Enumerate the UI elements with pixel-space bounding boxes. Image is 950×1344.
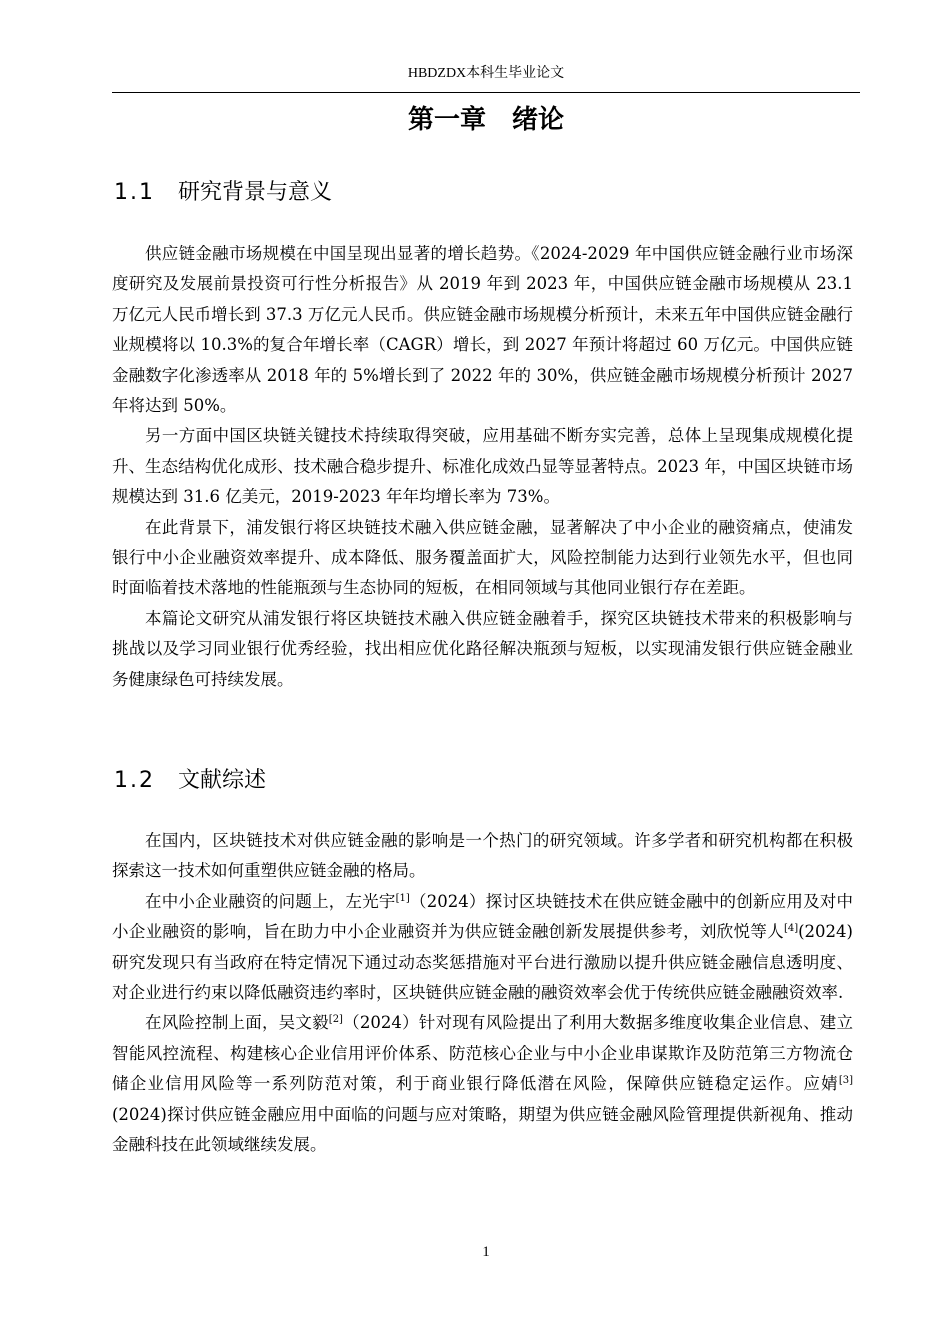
section-1-2-body <box>112 826 853 1160</box>
section-heading-1-2 <box>114 766 266 796</box>
section-1-1-body <box>112 239 853 695</box>
header-rule <box>112 92 860 93</box>
section-heading-1-1 <box>114 178 332 208</box>
chapter-title: 第一章 绪论 <box>407 105 564 135</box>
paragraph-text: (2024)探讨供应链金融应用中面临的问题与应对策略，期望为供应链金融风险管理提供新视角、推动金融科技在此领域继续发展。 <box>112 1104 853 1155</box>
citation: [4] <box>783 923 799 935</box>
paragraph-text: 在中小企业融资的问题上，左光宇 <box>145 891 396 911</box>
paragraph: 供应链金融市场规模在中国呈现出显著的增长趋势。《2024-2029 年中国供应链金融行业市场深度研究及发展前景投资可行性分析报告》从 2019 年到 2023 年，中国供应链金融市场规模从 23.1 万亿元人民币增长到 37.3 万亿元人民币。供应链金融市场规模分析预计，未来五年中国供应链金融行业规模将以 10.3%的复合年增长率（CAGR）增长，到 2027 年预计将超过 60 万亿元。中国供应链金融数字化渗透率从 2018 年的 5%增长到了 2022 年的 30%，供应链金融市场规模分析预计 2027 年将达到 50%。 <box>112 244 853 416</box>
citation: [3] <box>838 1075 853 1087</box>
citation: [2] <box>328 1014 343 1026</box>
paragraph-text: 在风险控制上面，吴文毅 <box>145 1013 329 1033</box>
paragraph: 本篇论文研究从浦发银行将区块链技术融入供应链金融着手，探究区块链技术带来的积极影响与挑战以及学习同业银行优秀经验，找出相应优化路径解决瓶颈与短板，以实现浦发银行供应链金融业务健康绿色可持续发展。 <box>112 608 853 689</box>
paragraph: 在此背景下，浦发银行将区块链技术融入供应链金融，显著解决了中小企业的融资痛点，使浦发银行中小企业融资效率提升、成本降低、服务覆盖面扩大，风险控制能力达到行业领先水平，但也同时面临着技术落地的性能瓶颈与生态协同的短板，在相同领域与其他同业银行存在差距。 <box>112 517 853 598</box>
paragraph: 另一方面中国区块链关键技术持续取得突破，应用基础不断夯实完善，总体上呈现集成规模化提升、生态结构优化成形、技术融合稳步提升、标准化成效凸显等显著特点。2023 年，中国区块链市场规模达到 31.6 亿美元，2019-2023 年年均增长率为 73%。 <box>112 426 853 507</box>
paragraph <box>112 826 853 887</box>
section-title: 研究背景与意义 <box>178 180 333 205</box>
paragraph <box>112 887 853 1009</box>
paragraph-text: （2024）探讨区块链技术在供应链金融中的创新应用及对中小企业融资的影响，旨在助力中小企业融资并为供应链金融创新发展提供参考，刘欣悦等人 <box>112 891 853 942</box>
paragraph-text: (2024)研究发现只有当政府在特定情况下通过动态奖惩措施对平台进行激励以提升供应链金融信息透明度、对企业进行约束以降低融资违约率时，区块链供应链金融的融资效率会优于传统供应链金融融资效率. <box>112 922 853 1003</box>
citation: [1] <box>395 892 410 904</box>
paragraph-text: （2024）针对现有风险提出了利用大数据多维度收集企业信息、建立智能风控流程、构建核心企业信用评价体系、防范核心企业与中小企业串谋欺诈及防范第三方物流仓储企业信用风险等一系列防范对策，利于商业银行降低潜在风险，保障供应链稳定运作。应婧 <box>112 1013 853 1094</box>
paragraph-text: 在国内，区块链技术对供应链金融的影响是一个热门的研究领域。许多学者和研究机构都在积极探索这一技术如何重塑供应链金融的格局。 <box>112 831 853 881</box>
section-title: 文献综述 <box>178 768 267 793</box>
page-number: 1 <box>482 1244 490 1260</box>
running-header: HBDZDX本科生毕业论文 <box>407 66 565 81</box>
section-number: 1.2 <box>114 768 155 793</box>
paragraph <box>112 1008 853 1160</box>
section-number: 1.1 <box>114 180 155 205</box>
